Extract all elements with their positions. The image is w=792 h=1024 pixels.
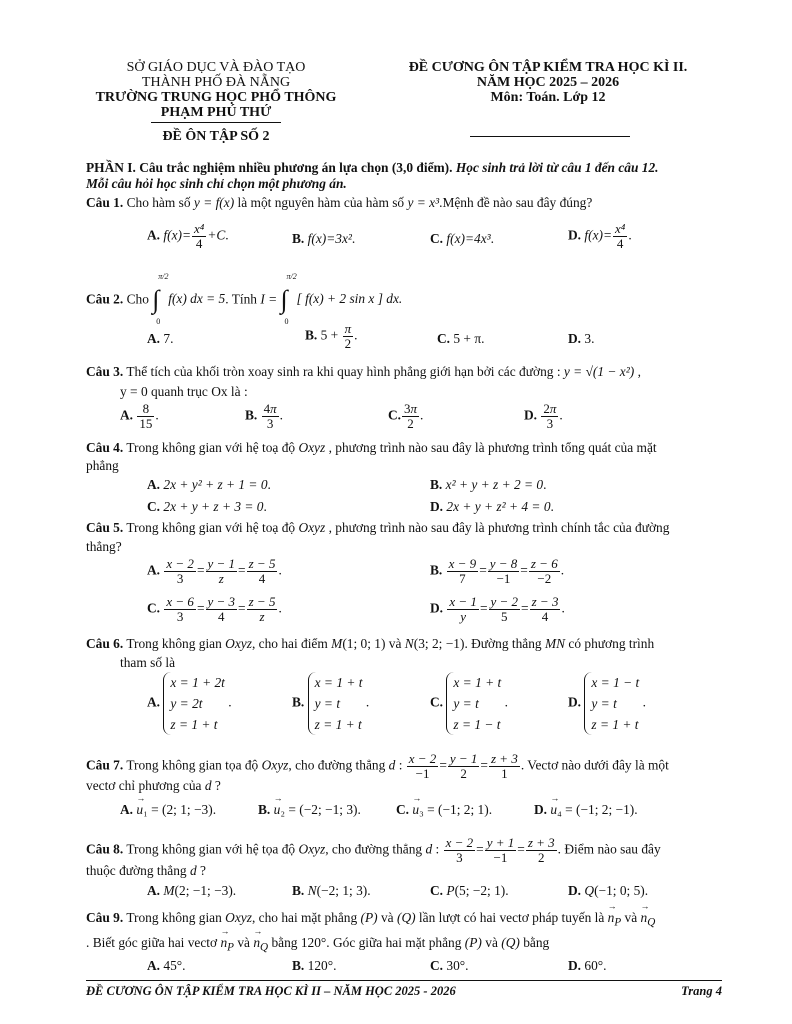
q1-math-g: y = x³	[407, 195, 440, 210]
q7-text-b: , cho đường thẳng	[288, 757, 389, 773]
q3-text-b: y = 0 quanh trục Ox là :	[120, 384, 248, 399]
q8-text-c: . Điểm nào sau đây	[557, 841, 661, 857]
question-4: Câu 4. Trong không gian với hệ toạ độ Oxyz , phương trình nào sau đây là phương trình tổng quát của mặt	[86, 440, 657, 455]
q8-text: Trong không gian với hệ tọa độ	[123, 841, 299, 857]
q6-text-e: có phương trình	[565, 636, 655, 651]
q9-text-c: và	[377, 910, 397, 925]
q5-option-d[interactable]: D. $\frac{x - 1}{y}$ = $\frac{y - 2}{5}$ = $\frac{z - 3}{4}$ .	[430, 594, 565, 624]
q9-text-d: lần lượt có hai vectơ pháp tuyến là	[415, 910, 608, 925]
option-label: B.	[305, 327, 318, 343]
q7-text-e: ?	[211, 778, 221, 793]
option-label: D.	[568, 958, 582, 973]
option-label: B.	[292, 694, 305, 710]
q2-label: Câu 2.	[86, 291, 124, 307]
doc-title: ĐỀ CƯƠNG ÔN TẬP KIỂM TRA HỌC KÌ II.	[408, 60, 688, 75]
option-value: 45°.	[163, 958, 186, 973]
question-1	[86, 195, 722, 212]
school-name-line2: PHẠM PHÚ THỨ	[160, 105, 272, 120]
city-name: THÀNH PHỐ ĐÀ NẴNG	[141, 75, 291, 90]
q8-text-b: , cho đường thẳng	[325, 841, 426, 857]
q4-label: Câu 4.	[86, 440, 124, 455]
q4-option-b[interactable]: B. x² + y + z + 2 = 0.	[430, 477, 547, 492]
option-label: B.	[430, 562, 443, 578]
option-label: A.	[147, 883, 161, 898]
q2-option-d[interactable]	[568, 331, 594, 348]
option-label: A.	[120, 407, 134, 423]
q1-text-c: .Mệnh đề nào sau đây đúng?	[439, 195, 593, 210]
integral-sign: ∫ π/2 0	[152, 272, 169, 326]
option-label: B.	[430, 477, 443, 492]
q6-option-d[interactable]: D. x = 1 − t y = t z = 1 + t .	[568, 672, 646, 735]
q9-text-e: và	[621, 910, 641, 925]
option-label: C.	[147, 600, 161, 616]
q8-option-c[interactable]: C. P(5; −2; 1).	[430, 883, 509, 898]
q8-line2: thuộc đường thẳng d ?	[86, 863, 206, 878]
option-label: D.	[568, 331, 582, 346]
part1-heading	[86, 160, 722, 177]
exam-number: ĐỀ ÔN TẬP SỐ 2	[162, 129, 270, 144]
q4-option-a[interactable]: A. 2x + y² + z + 1 = 0.	[147, 477, 271, 492]
q4-text-b: , phương trình nào sau đây là phương trình tổng quát của mặt	[325, 440, 657, 455]
q7-text: Trong không gian tọa độ	[123, 757, 262, 773]
q5-option-a[interactable]: A. $\frac{x - 2}{3}$ = $\frac{y - 1}{z}$ = $\frac{z - 5}{4}$ .	[147, 556, 282, 586]
option-label: C.	[396, 802, 410, 817]
q9-text-h: bằng 120°. Góc giữa hai mặt phẳng	[268, 935, 465, 950]
q4-text-c: phẳng	[86, 458, 119, 473]
option-value: 3.	[584, 331, 595, 346]
q9-text-f: . Biết góc giữa hai vectơ	[86, 935, 221, 950]
q3-option-a[interactable]: A. $\frac{8}{15}$ .	[120, 401, 159, 431]
q2-text-b: . Tính	[225, 291, 261, 307]
q2-option-c[interactable]	[437, 331, 484, 348]
q7-option-c[interactable]: C. → u₃ = (−1; 2; 1).	[396, 802, 492, 819]
q1-option-b[interactable]: B. f(x)=3x².	[292, 231, 356, 246]
q7-text-c: . Vectơ nào dưới đây là một	[520, 757, 669, 773]
option-label: B.	[292, 883, 305, 898]
q6-text-f: tham số là	[120, 655, 176, 670]
q6-text-d: . Đường thẳng	[464, 636, 545, 651]
header-right	[398, 60, 698, 105]
q3-option-d[interactable]: D. $\frac{2\pi}{3}$ .	[524, 401, 563, 431]
q7-option-a[interactable]: A. → u₁ = (2; 1; −3).	[120, 802, 216, 819]
q5-text: Trong không gian với hệ toạ độ	[123, 520, 299, 535]
integral-sign: ∫ π/2 0	[280, 272, 297, 326]
footer-title: ĐỀ CƯƠNG ÔN TẬP KIỂM TRA HỌC KÌ II – NĂM HỌC 2025 - 2026	[86, 984, 456, 998]
q8-text-e: ?	[196, 863, 206, 878]
q8-option-d[interactable]: D. Q(−1; 0; 5).	[568, 883, 649, 898]
q9-text-b: , cho hai mặt phẳng	[251, 910, 361, 925]
option-label: C.	[430, 883, 444, 898]
q6-option-c[interactable]: C. x = 1 + t y = t z = 1 − t .	[430, 672, 508, 735]
department-name: SỞ GIÁO DỤC VÀ ĐÀO TẠO	[126, 60, 306, 75]
question-3: Câu 3. Thể tích của khối tròn xoay sinh ra khi quay hình phẳng giới hạn bởi các đường : y = √(1 − x²) ,	[86, 364, 641, 379]
option-value: 120°.	[307, 958, 337, 973]
part1-instruction-b: Mỗi câu hỏi học sinh chỉ chọn một phương án.	[86, 176, 347, 191]
q7-label: Câu 7.	[86, 757, 124, 773]
q2-option-a[interactable]	[147, 331, 173, 348]
option-value: 7.	[163, 331, 174, 346]
q7-option-b[interactable]: B. → u₂ = (−2; −1; 3).	[258, 802, 361, 819]
option-label: B.	[245, 407, 258, 423]
school-year: NĂM HỌC 2025 – 2026	[476, 75, 620, 90]
option-value: 30°.	[446, 958, 469, 973]
q1-math-f: y = f(x)	[193, 195, 235, 210]
option-label: C.	[430, 694, 444, 710]
question-7: Câu 7. Trong không gian tọa độ Oxyz, cho đường thẳng d : $\frac{x - 2}{-1}$ = $\frac{y - 1}{2}$ = $\frac{z + 3}{1}$ . Vectơ nào dưới đây là một	[86, 751, 669, 781]
question-6: Câu 6. Trong không gian Oxyz, cho hai điểm M(1; 0; 1) và N(3; 2; −1). Đường thẳng MN có phương trình	[86, 636, 655, 651]
option-label: B.	[292, 231, 305, 246]
q8-label: Câu 8.	[86, 841, 124, 857]
q1-text: Cho hàm số	[123, 195, 194, 210]
q8-option-b[interactable]: B. N(−2; 1; 3).	[292, 883, 371, 898]
subject: Môn: Toán. Lớp 12	[490, 90, 606, 105]
option-label: B.	[292, 958, 305, 973]
q3-text: Thể tích của khối tròn xoay sinh ra khi quay hình phẳng giới hạn bởi các đường :	[123, 364, 564, 379]
q2-option-b[interactable]: B. 5 + $\frac{\pi}{2}$ .	[305, 321, 358, 351]
q6-label: Câu 6.	[86, 636, 124, 651]
option-label: D.	[430, 600, 444, 616]
option-label: A.	[147, 477, 161, 492]
option-label: A.	[120, 802, 134, 817]
q3-option-c[interactable]: C. $\frac{3\pi}{2}$ .	[388, 401, 424, 431]
option-label: A.	[147, 331, 161, 346]
q9-line2: . Biết góc giữa hai vectơ → $n_P$ và → $n_Q$ bằng 120°. Góc giữa hai mặt phẳng (P) và (Q) bằng	[86, 935, 722, 956]
school-name-line1: TRƯỜNG TRUNG HỌC PHỔ THÔNG	[95, 90, 337, 105]
q9-option-d[interactable]	[568, 958, 606, 975]
option-label: A.	[147, 694, 161, 710]
option-label: C.	[430, 958, 444, 973]
option-label: D.	[524, 407, 538, 423]
q6-text-b: , cho hai điểm	[251, 636, 332, 651]
footer-rule	[86, 980, 722, 981]
q1-option-a[interactable]: A. f(x)= $\frac{\text{x⁴}}{4}$ +C.	[147, 221, 229, 251]
question-8: Câu 8. Trong không gian với hệ tọa độ Oxyz, cho đường thẳng d : $\frac{x - 2}{3}$ = $\frac{y + 1}{-1}$ = $\frac{z + 3}{2}$ . Điểm nào sau đây	[86, 835, 661, 865]
q6-text: Trong không gian	[123, 636, 226, 651]
option-label: C.	[430, 231, 444, 246]
q6-text-c: và	[385, 636, 405, 651]
header-right-rule	[470, 136, 630, 137]
question-2: Câu 2. Cho ∫ π/2 0 f(x) dx = 5. Tính I = ∫ π/2 0 [ f(x) + 2 sin x ] dx.	[86, 272, 403, 326]
q7-option-d[interactable]: D. → u₄ = (−1; 2; −1).	[534, 802, 638, 819]
header-rule	[151, 122, 281, 123]
option-label: A.	[147, 958, 161, 973]
q9-option-a[interactable]	[147, 958, 185, 975]
option-label: C.	[437, 331, 451, 346]
q5-text-b: , phương trình nào sau đây là phương trình chính tắc của đường	[325, 520, 670, 535]
question-9: Câu 9. Trong không gian Oxyz, cho hai mặt phẳng (P) và (Q) lần lượt có hai vectơ pháp tuyến là → $n_P$ và → $n_Q$	[86, 910, 722, 931]
part1-title: PHẦN I. Câu trắc nghiệm nhiều phương án lựa chọn (3,0 điểm).	[86, 160, 453, 175]
q1-option-c[interactable]: C. f(x)=4x³.	[430, 231, 495, 246]
q3-label: Câu 3.	[86, 364, 124, 379]
q7-line2: vectơ chỉ phương của d ?	[86, 778, 221, 793]
option-label: D.	[568, 883, 582, 898]
q9-text-g: và	[233, 935, 254, 950]
q7-text-d: vectơ chỉ phương của	[86, 778, 205, 793]
option-value: 60°.	[584, 958, 607, 973]
option-label: D.	[568, 227, 582, 243]
q8-option-a[interactable]: A. M(2; −1; −3).	[147, 883, 237, 898]
q5-label: Câu 5.	[86, 520, 124, 535]
q9-option-c[interactable]	[430, 958, 468, 975]
q5-option-b[interactable]: B. $\frac{x - 9}{7}$ = $\frac{y - 8}{-1}$ = $\frac{z - 6}{-2}$ .	[430, 556, 565, 586]
q5-text-c: thẳng?	[86, 539, 122, 554]
q1-option-d[interactable]: D. f(x)= $\frac{\text{x⁴}}{4}$ .	[568, 221, 632, 251]
option-label: A.	[147, 562, 161, 578]
option-label: A.	[147, 227, 161, 243]
q9-text-j: bằng	[519, 935, 550, 950]
q9-text-i: và	[481, 935, 502, 950]
page-number: Trang 4	[681, 984, 722, 998]
header-left	[86, 60, 346, 144]
option-label: C.	[147, 499, 161, 514]
q4-option-d[interactable]: D. 2x + y + z² + 4 = 0.	[430, 499, 554, 514]
q9-option-b[interactable]	[292, 958, 336, 975]
q3-option-b[interactable]: B. $\frac{4\pi}{3}$ .	[245, 401, 284, 431]
q1-label: Câu 1.	[86, 195, 124, 210]
option-label: D.	[430, 499, 444, 514]
option-label: D.	[568, 694, 582, 710]
option-label: D.	[534, 802, 548, 817]
q4-option-c[interactable]: C. 2x + y + z + 3 = 0.	[147, 499, 267, 514]
option-value: 5 + π.	[453, 331, 485, 346]
q1-text-b: là một nguyên hàm của hàm số	[234, 195, 408, 210]
option-label: B.	[258, 802, 271, 817]
part1-instruction: Học sinh trả lời từ câu 1 đến câu 12.	[452, 160, 659, 175]
q6-option-b[interactable]: B. x = 1 + t y = t z = 1 + t .	[292, 672, 369, 735]
q2-text: Cho	[123, 291, 153, 307]
q9-label: Câu 9.	[86, 910, 124, 925]
q6-option-a[interactable]: A. x = 1 + 2t y = 2t z = 1 + t .	[147, 672, 232, 735]
q4-text: Trong không gian với hệ toạ độ	[123, 440, 299, 455]
q5-option-c[interactable]: C. $\frac{x - 6}{3}$ = $\frac{y - 3}{4}$ = $\frac{z - 5}{z}$ .	[147, 594, 282, 624]
question-5: Câu 5. Trong không gian với hệ toạ độ Oxyz , phương trình nào sau đây là phương trình chính tắc của đường	[86, 520, 670, 535]
q8-text-d: thuộc đường thẳng	[86, 863, 190, 878]
q9-text: Trong không gian	[123, 910, 226, 925]
option-label: C.	[388, 407, 402, 423]
